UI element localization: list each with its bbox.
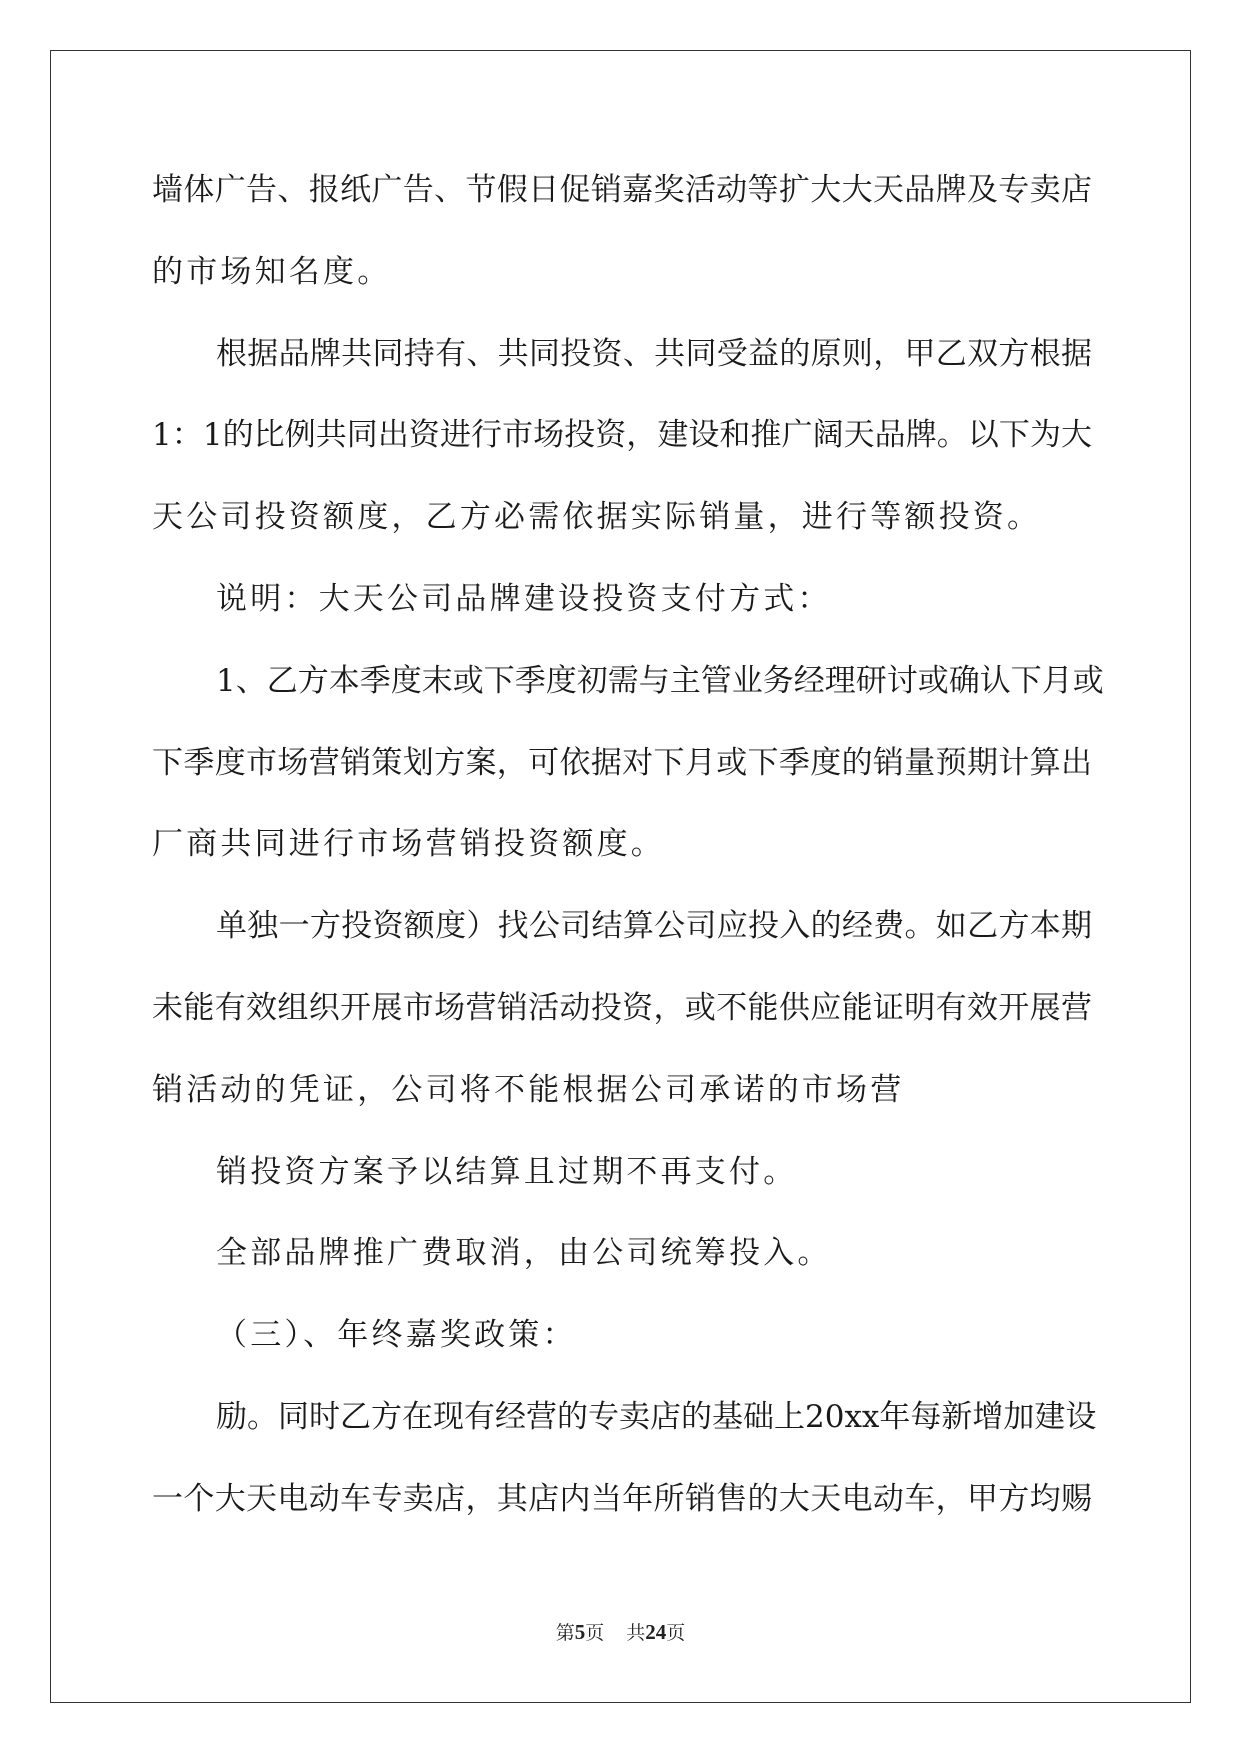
- text-line: 励。同时乙方在现有经营的专卖店的基础上20xx年每新增加建设: [216, 1398, 1097, 1435]
- text-line: 根据品牌共同持有、共同投资、共同受益的原则，甲乙双方根据: [216, 335, 1092, 372]
- text-line: 1：1的比例共同出资进行市场投资，建设和推广阔天品牌。以下为大: [152, 417, 1092, 454]
- text-line: 下季度市场营销策划方案，可依据对下月或下季度的销量预期计算出: [152, 744, 1092, 781]
- text-line: 全部品牌推广费取消，由公司统筹投入。: [216, 1235, 832, 1272]
- document-body: [152, 160, 1104, 1551]
- text-line: 墙体广告、报纸广告、节假日促销嘉奖活动等扩大大天品牌及专卖店: [152, 172, 1092, 208]
- page-footer: [0, 1618, 1241, 1645]
- page-prefix: 第: [555, 1622, 575, 1644]
- text-line: （三）、年终嘉奖政策：: [216, 1317, 577, 1354]
- text-line: 厂商共同进行市场营销投资额度。: [152, 826, 665, 863]
- text-line: 的市场知名度。: [152, 253, 392, 290]
- text-line: 单独一方投资额度）找公司结算公司应投入的经费。如乙方本期: [216, 908, 1092, 945]
- total-suffix: 页: [666, 1622, 686, 1644]
- text-line: 1、乙方本季度末或下季度初需与主管业务经理研讨或确认下月或: [216, 662, 1104, 699]
- text-line: 未能有效组织开展市场营销活动投资，或不能供应能证明有效开展营: [152, 989, 1092, 1026]
- text-line: 销投资方案予以结算且过期不再支付。: [216, 1153, 798, 1190]
- page-suffix: 页: [585, 1622, 605, 1644]
- total-prefix: 共: [626, 1622, 646, 1644]
- total-pages: 24: [645, 1620, 667, 1644]
- text-line: 一个大天电动车专卖店，其店内当年所销售的大天电动车，甲方均赐: [152, 1480, 1092, 1517]
- text-line: 说明：大天公司品牌建设投资支付方式：: [216, 580, 832, 617]
- page-number: 5: [574, 1620, 586, 1644]
- text-line: 天公司投资额度，乙方必需依据实际销量，进行等额投资。: [152, 499, 1042, 536]
- text-line: 销活动的凭证，公司将不能根据公司承诺的市场营: [152, 1071, 905, 1108]
